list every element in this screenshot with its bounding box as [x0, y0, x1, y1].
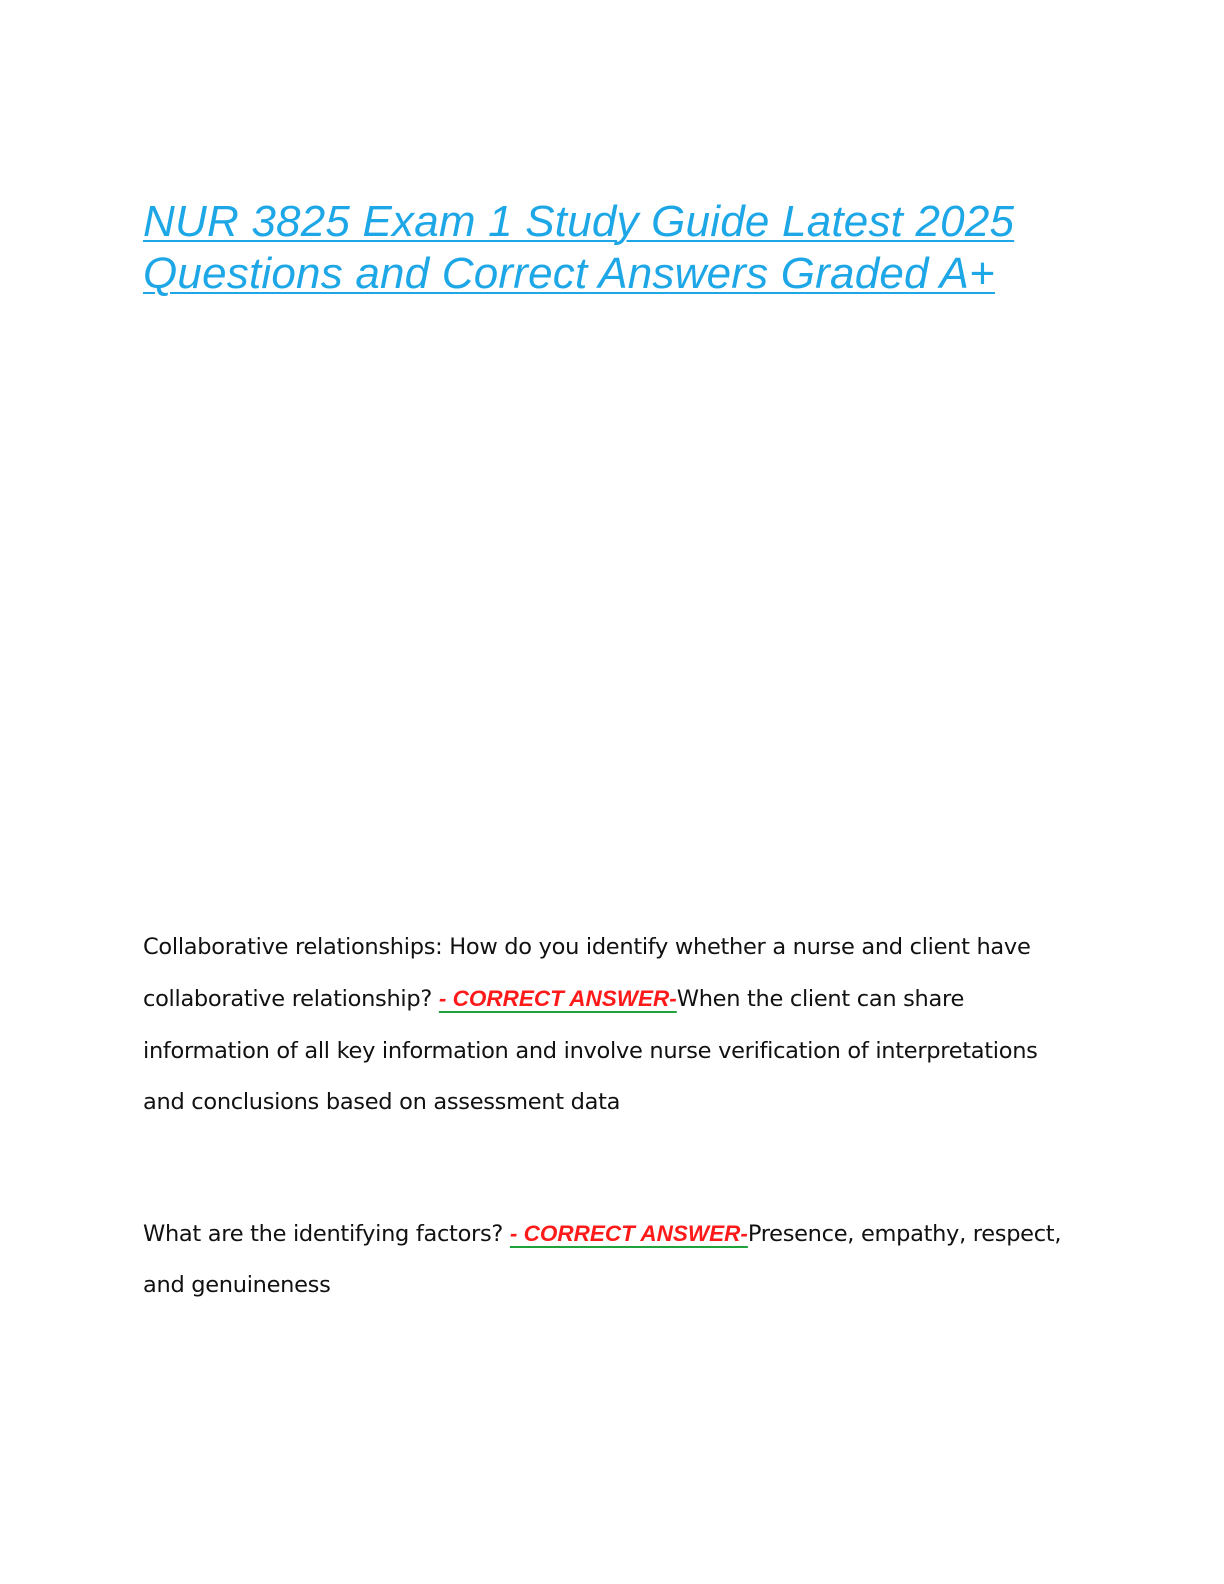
question-text-2: What are the identifying factors?	[143, 1221, 510, 1247]
question-text-1: Collaborative relationships: How do you identify whether a nurse and client have collaborative relationship?	[143, 934, 1031, 1013]
qa-item-1	[143, 922, 1083, 1128]
correct-answer-label-2: - CORRECT ANSWER-	[509, 1221, 748, 1246]
correct-answer-label-1: - CORRECT ANSWER-	[438, 986, 677, 1012]
answer-text-1: When the client can share information of all key information and involve nurse verification of interpretations and conclusions based on assessment data	[143, 986, 1038, 1115]
answer-text-2: Presence, empathy, respect, and genuineness	[143, 1221, 1062, 1299]
qa-item-2	[143, 1208, 1083, 1312]
document-title: NUR 3825 Exam 1 Study Guide Latest 2025 Questions and Correct Answers Graded A+	[143, 197, 1015, 298]
